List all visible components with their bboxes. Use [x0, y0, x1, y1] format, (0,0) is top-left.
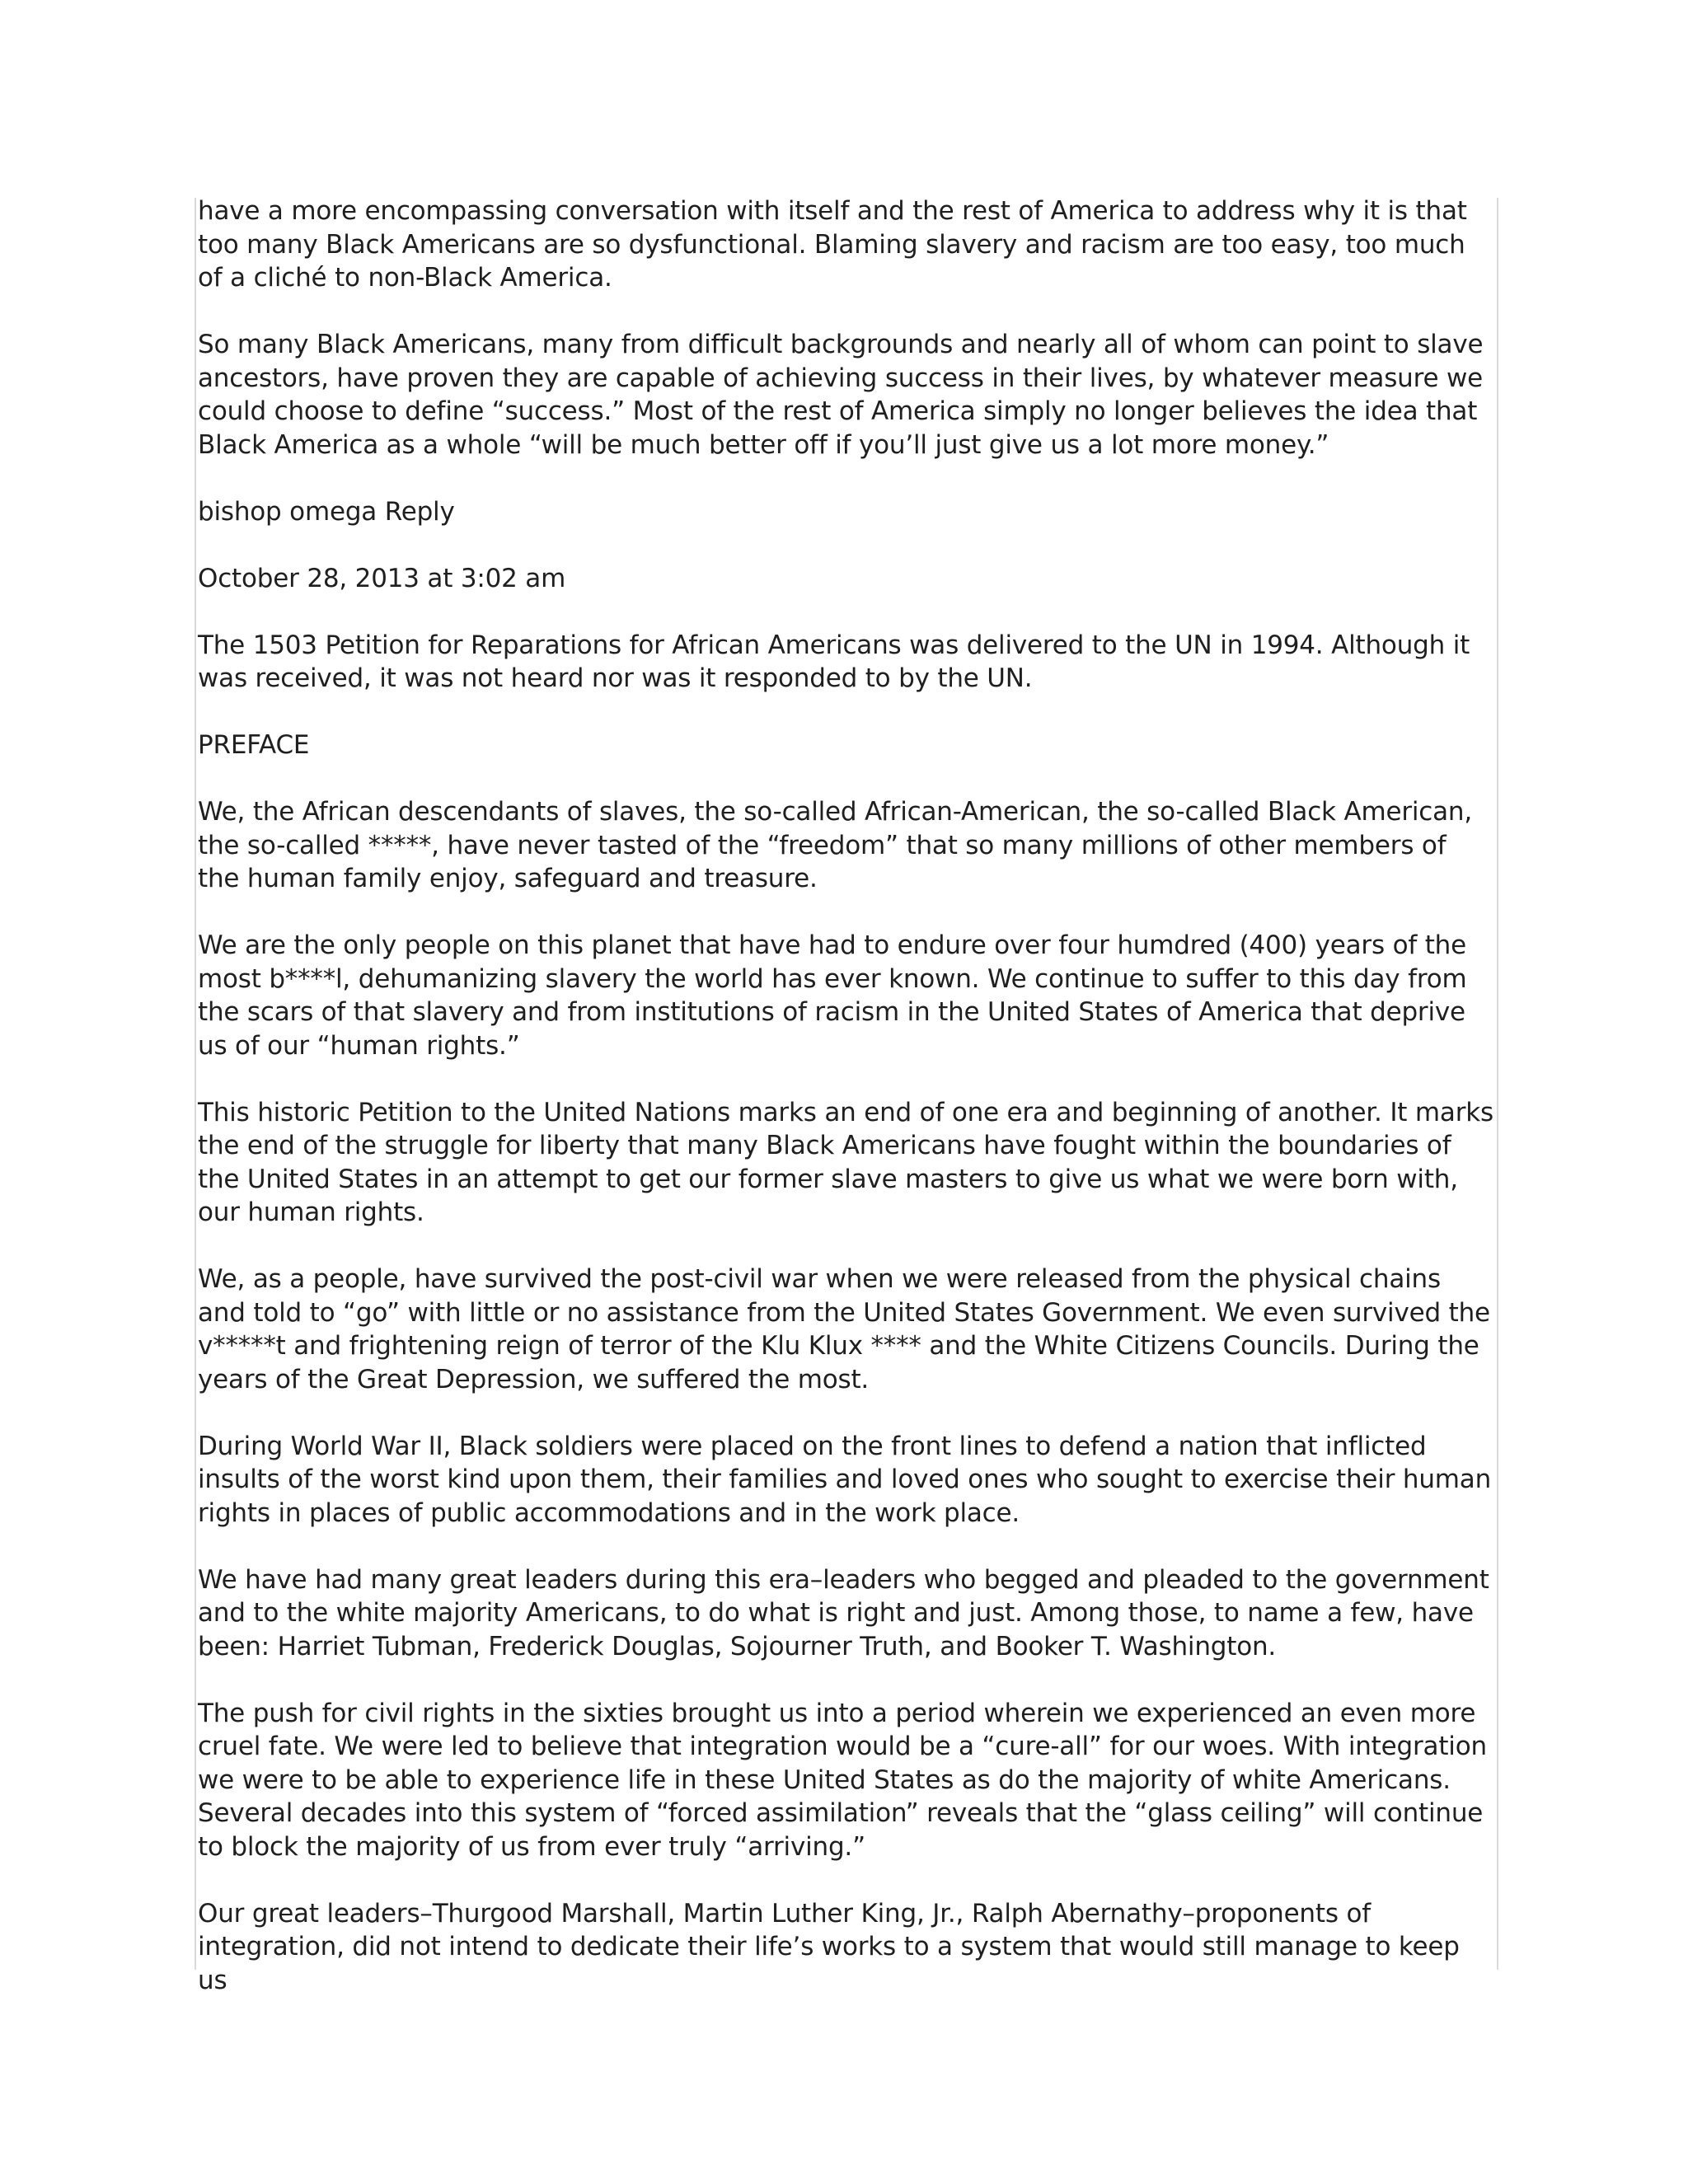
text-column — [198, 194, 1495, 1997]
paragraph-historic-petition: This historic Petition to the United Nations marks an end of one era and beginning of another. It marks the end of the struggle for liberty that many Black Americans have fought within the boundaries of the United States in an attempt to get our former slave masters to give us what we were born with, our human rights. — [198, 1097, 1493, 1227]
paragraph-petition: The 1503 Petition for Reparations for African Americans was delivered to the UN in 1994. Although it was received, it was not heard nor was it responded to by the UN. — [198, 630, 1470, 693]
comment-author-reply: bishop omega Reply — [198, 496, 455, 527]
paragraph-civil-rights: The push for civil rights in the sixties brought us into a period wherein we experienced an even more cruel fate. We were led to believe that integration would be a “cure-all” for our woes. With integration we were to be able to experience life in these United States as do the majority of white Americans. Several decades into this system of “forced assimilation” reveals that the “glass ceiling” will continue to block the majority of us from ever truly “arriving.” — [198, 1698, 1487, 1862]
paragraph-slavery: We are the only people on this planet that have had to endure over four humdred (400) years of the most b****l, dehumanizing slavery the world has ever known. We continue to suffer to this day from the scars of that slavery and from institutions of racism in the United States of America that deprive us of our “human rights.” — [198, 930, 1467, 1061]
paragraph-great-leaders: We have had many great leaders during this era–leaders who begged and pleaded to the government and to the white majority Americans, to do what is right and just. Among those, to name a few, have been: Harriet Tubman, Frederick Douglas, Sojourner Truth, and Booker T. Washington. — [198, 1564, 1489, 1661]
paragraph-intro-continuation: have a more encompassing conversation with itself and the rest of America to address why it is that too many Black Americans are so dysfunctional. Blaming slavery and racism are too easy, too much of a cliché to non-Black America. — [198, 196, 1467, 293]
paragraph-integration-leaders: Our great leaders–Thurgood Marshall, Martin Luther King, Jr., Ralph Abernathy–proponents of integration, did not intend to dedicate their life’s works to a system that would still manage to keep us — [198, 1898, 1460, 1995]
paragraph-success: So many Black Americans, many from difficult backgrounds and nearly all of whom can point to slave ancestors, have proven they are capable of achieving success in their lives, by whatever measure we could choose to define “success.” Most of the rest of America simply no longer believes the idea that Black America as a whole “will be much better off if you’ll just give us a lot more money.” — [198, 330, 1484, 460]
paragraph-world-war: During World War II, Black soldiers were placed on the front lines to defend a nation that inflicted insults of the worst kind upon them, their families and loved ones who sought to exercise their human rights in places of public accommodations and in the work place. — [198, 1431, 1492, 1528]
comment-timestamp: October 28, 2013 at 3:02 am — [198, 563, 566, 593]
section-heading-preface: PREFACE — [198, 730, 310, 760]
paragraph-post-civil-war: We, as a people, have survived the post-civil war when we were released from the physical chains and told to “go” with little or no assistance from the United States Government. We even survived the v*****t and frightening reign of terror of the Klu Klux **** and the White Citizens Councils. During the years of the Great Depression, we suffered the most. — [198, 1264, 1490, 1394]
paragraph-descendants: We, the African descendants of slaves, the so-called African-American, the so-called Black American, the so-called *****, have never tasted of the “freedom” that so many millions of other members of the human family enjoy, safeguard and treasure. — [198, 797, 1473, 893]
